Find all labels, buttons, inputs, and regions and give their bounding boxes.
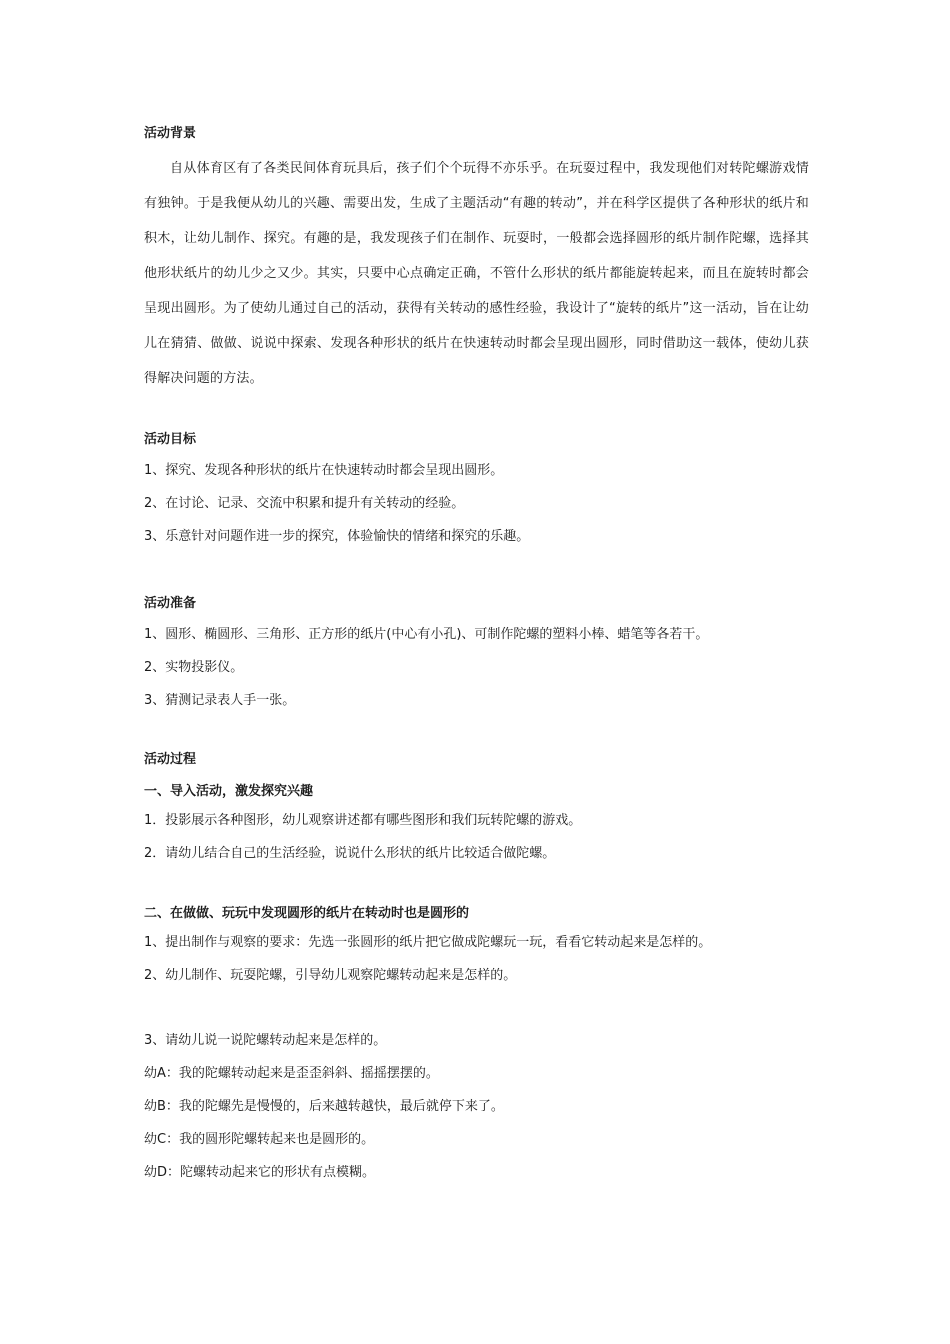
section-background bbox=[144, 124, 809, 396]
prep-item: 1、圆形、椭圆形、三角形、正方形的纸片(中心有小孔)、可制作陀螺的塑料小棒、蜡笔等各若干。 bbox=[144, 627, 709, 642]
process-item: 2、幼儿制作、玩耍陀螺，引导幼儿观察陀螺转动起来是怎样的。 bbox=[144, 968, 517, 983]
child-answer: 幼B：我的陀螺先是慢慢的，后来越转越快，最后就停下来了。 bbox=[144, 1099, 504, 1114]
heading-background: 活动背景 bbox=[144, 126, 197, 141]
heading-goals: 活动目标 bbox=[144, 432, 197, 447]
goal-item: 3、乐意针对问题作进一步的探究，体验愉快的情绪和探究的乐趣。 bbox=[144, 529, 530, 544]
process-part1-title: 一、导入活动，激发探究兴趣 bbox=[144, 784, 314, 799]
section-process bbox=[144, 750, 809, 870]
heading-process: 活动过程 bbox=[144, 752, 197, 767]
goal-item: 2、在讨论、记录、交流中积累和提升有关转动的经验。 bbox=[144, 496, 465, 511]
section-process-part2 bbox=[144, 904, 809, 992]
prep-item: 2、实物投影仪。 bbox=[144, 660, 244, 675]
process-item: 1．投影展示各种图形，幼儿观察讲述都有哪些图形和我们玩转陀螺的游戏。 bbox=[144, 813, 582, 828]
child-answer: 幼C：我的圆形陀螺转起来也是圆形的。 bbox=[144, 1132, 375, 1147]
section-prep bbox=[144, 594, 809, 717]
process-item: 3、请幼儿说一说陀螺转动起来是怎样的。 bbox=[144, 1033, 387, 1048]
child-answer: 幼A：我的陀螺转动起来是歪歪斜斜、摇摇摆摆的。 bbox=[144, 1066, 439, 1081]
section-process-part3 bbox=[144, 1024, 809, 1189]
prep-item: 3、猜测记录表人手一张。 bbox=[144, 693, 296, 708]
goal-item: 1、探究、发现各种形状的纸片在快速转动时都会呈现出圆形。 bbox=[144, 463, 504, 478]
heading-prep: 活动准备 bbox=[144, 596, 197, 611]
process-item: 2．请幼儿结合自己的生活经验，说说什么形状的纸片比较适合做陀螺。 bbox=[144, 846, 556, 861]
process-part2-title: 二、在做做、玩玩中发现圆形的纸片在转动时也是圆形的 bbox=[144, 906, 470, 921]
process-item: 1、提出制作与观察的要求：先选一张圆形的纸片把它做成陀螺玩一玩，看看它转动起来是怎样的。 bbox=[144, 935, 712, 950]
child-answer: 幼D：陀螺转动起来它的形状有点模糊。 bbox=[144, 1165, 376, 1180]
section-goals bbox=[144, 430, 809, 553]
background-paragraph: 自从体育区有了各类民间体育玩具后，孩子们个个玩得不亦乐乎。在玩耍过程中，我发现他们对转陀螺游戏情有独钟。于是我便从幼儿的兴趣、需要出发，生成了主题活动“有趣的转动”，并在科学区提供了各种形状的纸片和积木，让幼儿制作、探究。有趣的是，我发现孩子们在制作、玩耍时，一般都会选择圆形的纸片制作陀螺，选择其他形状纸片的幼儿少之又少。其实，只要中心点确定正确，不管什么形状的纸片都能旋转起来，而且在旋转时都会呈现出圆形。为了使幼儿通过自己的活动，获得有关转动的感性经验，我设计了“旋转的纸片”这一活动，旨在让幼儿在猜猜、做做、说说中探索、发现各种形状的纸片在快速转动时都会呈现出圆形，同时借助这一载体，使幼儿获得解决问题的方法。 bbox=[144, 161, 809, 386]
